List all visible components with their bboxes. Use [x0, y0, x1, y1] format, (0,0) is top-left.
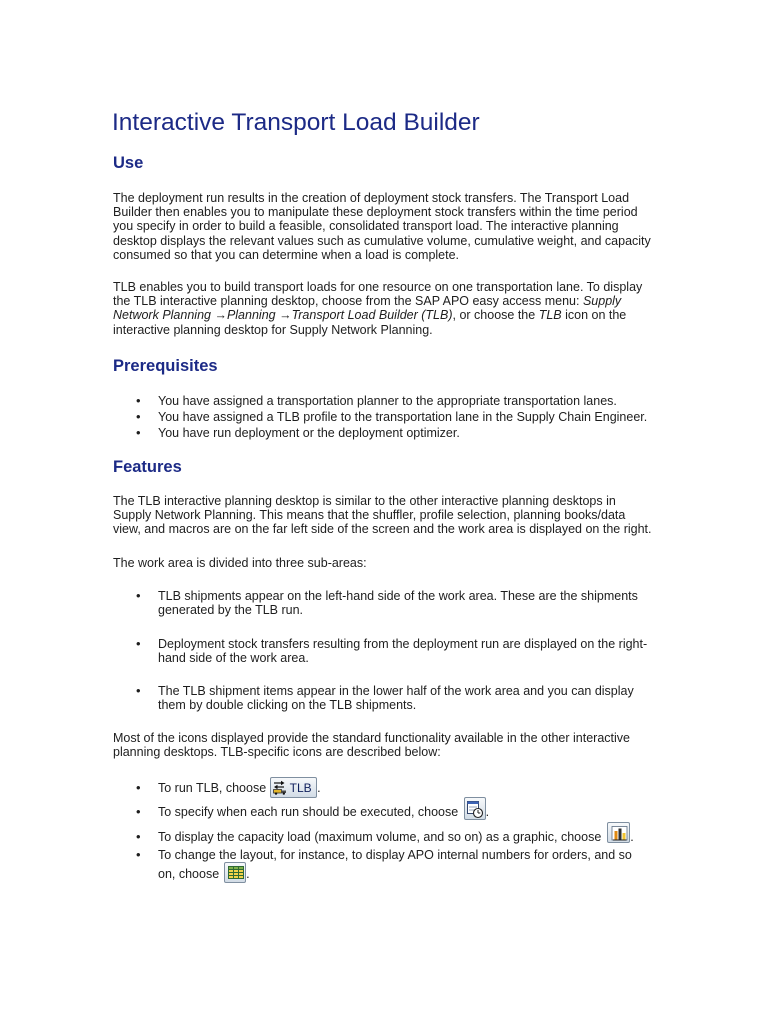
menu-path-text: Supply [582, 293, 622, 308]
text-line [113, 294, 642, 308]
sub-area-text [158, 637, 647, 666]
text-run: . [630, 829, 634, 844]
icon-list-item [0, 779, 768, 795]
text-run: . [317, 780, 321, 795]
features-paragraph-2 [113, 556, 367, 570]
prerequisite-item [0, 424, 768, 440]
text-line: TLB shipments appear on the left-hand side of the work area. These are the shipments [158, 588, 638, 603]
text-run: . [246, 867, 250, 882]
text-line: You have assigned a transportation planner to the appropriate transportation lanes. [158, 393, 617, 408]
icon-list-item [0, 846, 768, 882]
bullet-marker: • [136, 392, 141, 408]
text-line: You have assigned a TLB profile to the transportation lane in the Supply Chain Engineer. [158, 409, 648, 424]
text-line: The deployment run results in the creation of deployment stock transfers. The Transport Load [113, 190, 630, 205]
bullet-marker: • [136, 424, 141, 440]
use-paragraph-1 [113, 191, 651, 263]
text-line: Most of the icons displayed provide the standard functionality available in the other interactive [113, 730, 630, 745]
page-title: Interactive Transport Load Builder [112, 109, 480, 136]
bar-chart-icon [610, 825, 629, 842]
text-line: The TLB shipment items appear in the lower half of the work area and you can display [158, 683, 634, 698]
section-heading-features: Features [113, 458, 182, 476]
truck-arrows-icon [273, 780, 288, 795]
bullet-marker: • [136, 828, 141, 844]
text-line: consumed so that you can determine when a load is complete. [113, 248, 460, 263]
text-run: interactive planning desktop for Supply Network Planning. [113, 322, 433, 337]
sub-area-item [0, 587, 768, 617]
icon-list-item [0, 803, 768, 819]
text-line: you specify in order to build a feasible, consolidated transport load. The interactive planning [113, 219, 619, 234]
window-clock-icon [466, 800, 484, 819]
features-paragraph-3 [113, 731, 630, 760]
capacity-chart-icon-slot [607, 830, 630, 844]
text-run: on, choose [158, 867, 223, 882]
use-paragraph-2 [113, 280, 642, 338]
icon-item-text [158, 781, 321, 795]
capacity-chart-icon [607, 822, 630, 843]
text-line: To change the layout, for instance, to display APO internal numbers for orders, and so [158, 847, 632, 862]
icon-item-text [158, 848, 632, 882]
sub-area-item [0, 682, 768, 712]
text-line: generated by the TLB run. [158, 602, 304, 617]
features-paragraph-1 [113, 494, 652, 537]
prerequisite-text [158, 426, 460, 440]
tlb-run-icon [270, 777, 317, 798]
text-line: desktop displays the relevant values such as cumulative volume, cumulative weight, and capacity [113, 233, 651, 248]
text-line: Deployment stock transfers resulting from the deployment run are displayed on the right- [158, 636, 648, 651]
text-run: . [485, 804, 490, 819]
bullet-marker: • [136, 779, 141, 795]
prerequisite-item [0, 392, 768, 408]
text-line: You have run deployment or the deployment optimizer. [158, 425, 460, 440]
text-line: hand side of the work area. [158, 650, 309, 665]
change-layout-icon-slot [224, 867, 246, 881]
text-line: Supply Network Planning. This means that the shuffler, profile selection, planning books/data [113, 507, 626, 522]
sub-area-text [158, 589, 638, 618]
text-line: view, and macros are on the far left side of the screen and the work area is displayed on the right. [113, 522, 652, 537]
text-line: The work area is divided into three sub-areas: [113, 555, 367, 570]
bullet-marker: • [136, 587, 141, 603]
text-run: , or choose the [452, 308, 539, 323]
bullet-marker: • [136, 635, 141, 651]
text-line: The TLB interactive planning desktop is similar to the other interactive planning desktops in [113, 493, 616, 508]
bullet-marker: • [136, 846, 141, 862]
text-line [158, 805, 489, 819]
tlb-icon-reference: TLB [538, 308, 562, 323]
text-run: TLB enables you to build transport loads for one resource on one transportation lane. To display [113, 279, 643, 294]
text-line [113, 280, 642, 294]
menu-path-text: Network Planning →Planning →Transport Load Builder (TLB) [113, 308, 453, 323]
prerequisite-text [158, 410, 647, 424]
text-line [158, 830, 634, 844]
icon-list-item [0, 828, 768, 844]
change-layout-icon [224, 862, 246, 883]
text-line: planning desktops. TLB-specific icons are described below: [113, 744, 441, 759]
section-heading-use: Use [113, 154, 144, 172]
text-run: To display the capacity load (maximum volume, and so on) as a graphic, choose [158, 829, 605, 844]
text-line [158, 867, 632, 881]
bullet-marker: • [136, 682, 141, 698]
text-line: Builder then enables you to manipulate these deployment stock transfers within the time period [113, 204, 638, 219]
tlb-icon-label: TLB [289, 780, 312, 795]
section-heading-prerequisites: Prerequisites [113, 357, 218, 375]
bullet-marker: • [136, 408, 141, 424]
prerequisite-item [0, 408, 768, 424]
schedule-icon [464, 797, 486, 820]
bullet-marker: • [136, 803, 141, 819]
table-grid-icon [227, 865, 245, 880]
text-run: To specify when each run should be executed, choose [158, 804, 462, 819]
icon-item-text [158, 805, 489, 819]
schedule-icon-slot [464, 805, 486, 819]
icon-item-text [158, 830, 634, 844]
sub-area-text [158, 684, 634, 713]
text-line: them by double clicking on the TLB shipments. [158, 697, 417, 712]
prerequisite-text [158, 394, 617, 408]
text-run: icon on the [561, 308, 627, 323]
text-line [113, 323, 642, 337]
text-run: To run TLB, choose [158, 780, 270, 795]
sub-area-item [0, 635, 768, 665]
text-line [158, 781, 321, 795]
text-run: the TLB interactive planning desktop, choose from the SAP APO easy access menu: [113, 293, 583, 308]
text-line [113, 308, 642, 322]
tlb-run-icon-slot [270, 780, 321, 795]
